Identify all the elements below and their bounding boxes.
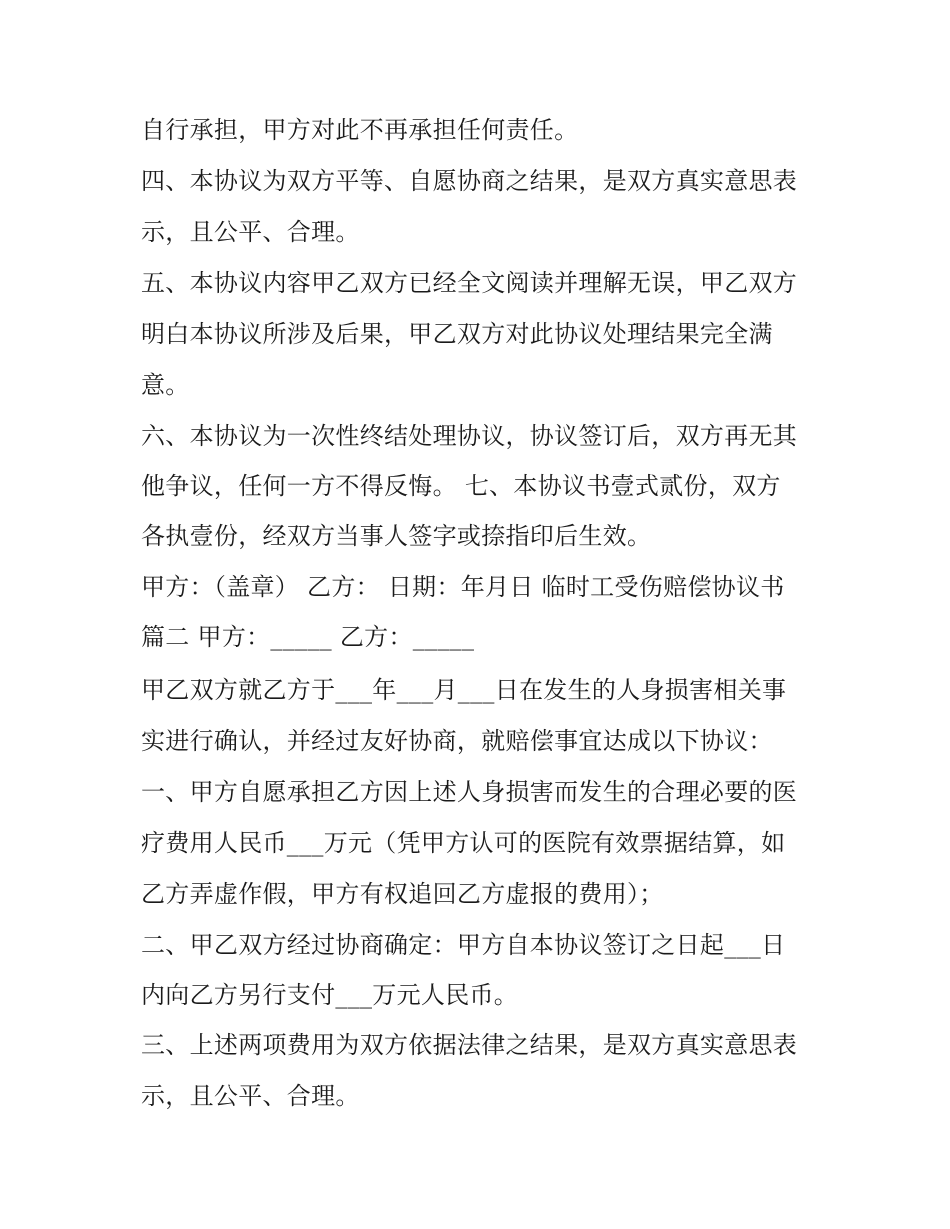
text-line: 三、上述两项费用为双方依据法律之结果，是双方真实意思表 bbox=[141, 1031, 798, 1059]
text-line: 意。 bbox=[141, 371, 190, 399]
text-line: 篇二 甲方：_____ 乙方：_____ bbox=[141, 623, 475, 651]
text-line: 五、本协议内容甲乙双方已经全文阅读并理解无误，甲乙双方 bbox=[141, 269, 798, 297]
text-line: 各执壹份，经双方当事人签字或捺指印后生效。 bbox=[141, 522, 652, 550]
text-line: 示，且公平、合理。 bbox=[141, 218, 360, 246]
text-line: 二、甲乙双方经过协商确定：甲方自本协议签订之日起___日 bbox=[141, 931, 786, 959]
text-line: 六、本协议为一次性终结处理协议，协议签订后，双方再无其 bbox=[141, 422, 798, 450]
text-line: 自行承担，甲方对此不再承担任何责任。 bbox=[141, 116, 579, 144]
text-line: 疗费用人民币___万元（凭甲方认可的医院有效票据结算，如 bbox=[141, 829, 786, 857]
text-line: 四、本协议为双方平等、自愿协商之结果，是双方真实意思表 bbox=[141, 167, 798, 195]
text-line: 甲方：（盖章） 乙方： 日期：年月日 临时工受伤赔偿协议书 bbox=[141, 573, 785, 601]
text-line: 内向乙方另行支付___万元人民币。 bbox=[141, 981, 519, 1009]
text-line: 乙方弄虚作假，甲方有权追回乙方虚报的费用）； bbox=[141, 880, 664, 908]
text-line: 明白本协议所涉及后果，甲乙双方对此协议处理结果完全满 bbox=[141, 320, 773, 348]
text-line: 示，且公平、合理。 bbox=[141, 1082, 360, 1110]
text-line: 实进行确认，并经过友好协商，就赔偿事宜达成以下协议： bbox=[141, 727, 773, 755]
text-line: 甲乙双方就乙方于___年___月___日在发生的人身损害相关事 bbox=[141, 676, 787, 704]
text-line: 他争议，任何一方不得反悔。 七、本协议书壹式贰份，双方 bbox=[141, 472, 781, 500]
text-line: 一、甲方自愿承担乙方因上述人身损害而发生的合理必要的医 bbox=[141, 778, 798, 806]
